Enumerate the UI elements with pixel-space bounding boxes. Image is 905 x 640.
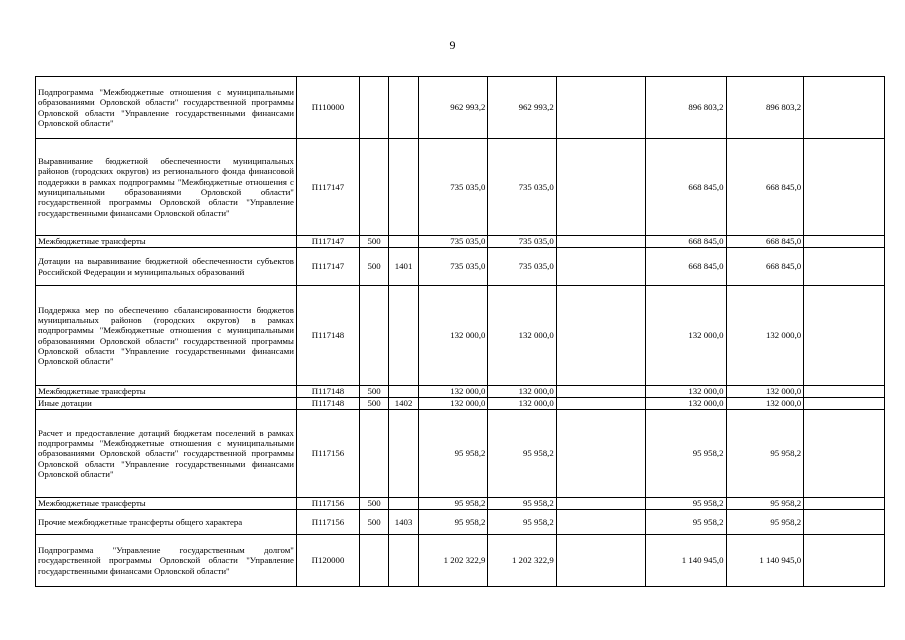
amount-1: 132 000,0 xyxy=(419,386,488,398)
amount-2: 735 035,0 xyxy=(488,236,556,248)
table-row xyxy=(36,139,885,236)
amount-6 xyxy=(804,386,885,398)
amount-1: 735 035,0 xyxy=(419,236,488,248)
amount-5: 896 803,2 xyxy=(726,77,804,139)
amount-4: 132 000,0 xyxy=(645,386,726,398)
row-name: Подпрограмма "Межбюджетные отношения с муниципальными образованиями Орловской области" государственной программы Орловской области "Управление государственными финансами Орловской области" xyxy=(36,77,297,139)
amount-2: 95 958,2 xyxy=(488,498,556,510)
expense-type xyxy=(360,77,389,139)
target-code: П117148 xyxy=(296,286,359,386)
expense-type xyxy=(360,286,389,386)
target-code: П117156 xyxy=(296,498,359,510)
amount-5: 668 845,0 xyxy=(726,248,804,286)
table-row xyxy=(36,410,885,498)
amount-1: 962 993,2 xyxy=(419,77,488,139)
amount-3 xyxy=(556,410,645,498)
amount-1: 95 958,2 xyxy=(419,498,488,510)
amount-1: 132 000,0 xyxy=(419,286,488,386)
amount-2: 95 958,2 xyxy=(488,410,556,498)
amount-6 xyxy=(804,510,885,535)
amount-5: 1 140 945,0 xyxy=(726,535,804,587)
amount-4: 668 845,0 xyxy=(645,139,726,236)
row-name: Иные дотации xyxy=(36,398,297,410)
table-row xyxy=(36,286,885,386)
section-code xyxy=(389,286,419,386)
row-name: Поддержка мер по обеспечению сбалансированности бюджетов муниципальных районов (городских округов) в рамках подпрограммы "Межбюджетные отношения с муниципальными образованиями Орловской области" государственной программы Орловской области "Управление государственными финансами Орловской области" xyxy=(36,286,297,386)
table-row xyxy=(36,510,885,535)
amount-1: 95 958,2 xyxy=(419,410,488,498)
table-row xyxy=(36,386,885,398)
target-code: П117156 xyxy=(296,410,359,498)
row-name: Подпрограмма "Управление государственным долгом" государственной программы Орловской области "Управление государственными финансами Орловской области" xyxy=(36,535,297,587)
target-code: П120000 xyxy=(296,535,359,587)
amount-2: 132 000,0 xyxy=(488,386,556,398)
amount-2: 735 035,0 xyxy=(488,248,556,286)
amount-4: 668 845,0 xyxy=(645,236,726,248)
table-row xyxy=(36,535,885,587)
amount-6 xyxy=(804,139,885,236)
amount-5: 668 845,0 xyxy=(726,139,804,236)
expense-type: 500 xyxy=(360,236,389,248)
row-name: Расчет и предоставление дотаций бюджетам поселений в рамках подпрограммы "Межбюджетные отношения с муниципальными образованиями Орловской области" государственной программы Орловской области "Управление государственными финансами Орловской области" xyxy=(36,410,297,498)
row-name: Межбюджетные трансферты xyxy=(36,498,297,510)
amount-4: 95 958,2 xyxy=(645,510,726,535)
amount-6 xyxy=(804,410,885,498)
amount-6 xyxy=(804,398,885,410)
amount-6 xyxy=(804,535,885,587)
amount-1: 1 202 322,9 xyxy=(419,535,488,587)
section-code: 1402 xyxy=(389,398,419,410)
amount-6 xyxy=(804,286,885,386)
table-row xyxy=(36,236,885,248)
amount-4: 132 000,0 xyxy=(645,286,726,386)
target-code: П117147 xyxy=(296,248,359,286)
target-code: П117148 xyxy=(296,386,359,398)
amount-3 xyxy=(556,236,645,248)
row-name: Дотации на выравнивание бюджетной обеспеченности субъектов Российской Федерации и муниципальных образований xyxy=(36,248,297,286)
amount-6 xyxy=(804,236,885,248)
amount-1: 95 958,2 xyxy=(419,510,488,535)
amount-6 xyxy=(804,498,885,510)
amount-4: 95 958,2 xyxy=(645,498,726,510)
table-row xyxy=(36,77,885,139)
page-number: 9 xyxy=(449,38,456,52)
row-name: Выравнивание бюджетной обеспеченности муниципальных районов (городских округов) из регионального фонда финансовой поддержки в рамках подпрограммы "Межбюджетные отношения с муниципальными образованиями Орловской области" государственной программы Орловской области "Управление государственными финансами Орловской области" xyxy=(36,139,297,236)
amount-4: 668 845,0 xyxy=(645,248,726,286)
amount-4: 1 140 945,0 xyxy=(645,535,726,587)
expense-type: 500 xyxy=(360,398,389,410)
row-name: Межбюджетные трансферты xyxy=(36,236,297,248)
amount-6 xyxy=(804,77,885,139)
amount-1: 132 000,0 xyxy=(419,398,488,410)
amount-2: 1 202 322,9 xyxy=(488,535,556,587)
row-name: Межбюджетные трансферты xyxy=(36,386,297,398)
expense-type: 500 xyxy=(360,510,389,535)
section-code xyxy=(389,386,419,398)
amount-5: 95 958,2 xyxy=(726,510,804,535)
amount-5: 95 958,2 xyxy=(726,410,804,498)
section-code xyxy=(389,77,419,139)
amount-2: 132 000,0 xyxy=(488,286,556,386)
amount-5: 132 000,0 xyxy=(726,286,804,386)
section-code: 1401 xyxy=(389,248,419,286)
section-code: 1403 xyxy=(389,510,419,535)
target-code: П117147 xyxy=(296,236,359,248)
target-code: П110000 xyxy=(296,77,359,139)
amount-5: 668 845,0 xyxy=(726,236,804,248)
amount-4: 95 958,2 xyxy=(645,410,726,498)
target-code: П117148 xyxy=(296,398,359,410)
section-code xyxy=(389,535,419,587)
amount-3 xyxy=(556,398,645,410)
expense-type: 500 xyxy=(360,498,389,510)
amount-3 xyxy=(556,286,645,386)
amount-5: 95 958,2 xyxy=(726,498,804,510)
amount-4: 896 803,2 xyxy=(645,77,726,139)
budget-table xyxy=(35,76,885,587)
amount-3 xyxy=(556,248,645,286)
table-row xyxy=(36,248,885,286)
amount-3 xyxy=(556,535,645,587)
section-code xyxy=(389,410,419,498)
expense-type xyxy=(360,410,389,498)
amount-2: 132 000,0 xyxy=(488,398,556,410)
expense-type: 500 xyxy=(360,386,389,398)
amount-5: 132 000,0 xyxy=(726,398,804,410)
amount-1: 735 035,0 xyxy=(419,248,488,286)
amount-2: 95 958,2 xyxy=(488,510,556,535)
amount-3 xyxy=(556,498,645,510)
target-code: П117147 xyxy=(296,139,359,236)
amount-3 xyxy=(556,77,645,139)
expense-type xyxy=(360,139,389,236)
amount-3 xyxy=(556,510,645,535)
section-code xyxy=(389,236,419,248)
table-row xyxy=(36,498,885,510)
amount-2: 962 993,2 xyxy=(488,77,556,139)
section-code xyxy=(389,139,419,236)
amount-1: 735 035,0 xyxy=(419,139,488,236)
expense-type xyxy=(360,535,389,587)
amount-2: 735 035,0 xyxy=(488,139,556,236)
section-code xyxy=(389,498,419,510)
amount-4: 132 000,0 xyxy=(645,398,726,410)
expense-type: 500 xyxy=(360,248,389,286)
amount-5: 132 000,0 xyxy=(726,386,804,398)
amount-6 xyxy=(804,248,885,286)
target-code: П117156 xyxy=(296,510,359,535)
amount-3 xyxy=(556,386,645,398)
amount-3 xyxy=(556,139,645,236)
table-row xyxy=(36,398,885,410)
row-name: Прочие межбюджетные трансферты общего характера xyxy=(36,510,297,535)
